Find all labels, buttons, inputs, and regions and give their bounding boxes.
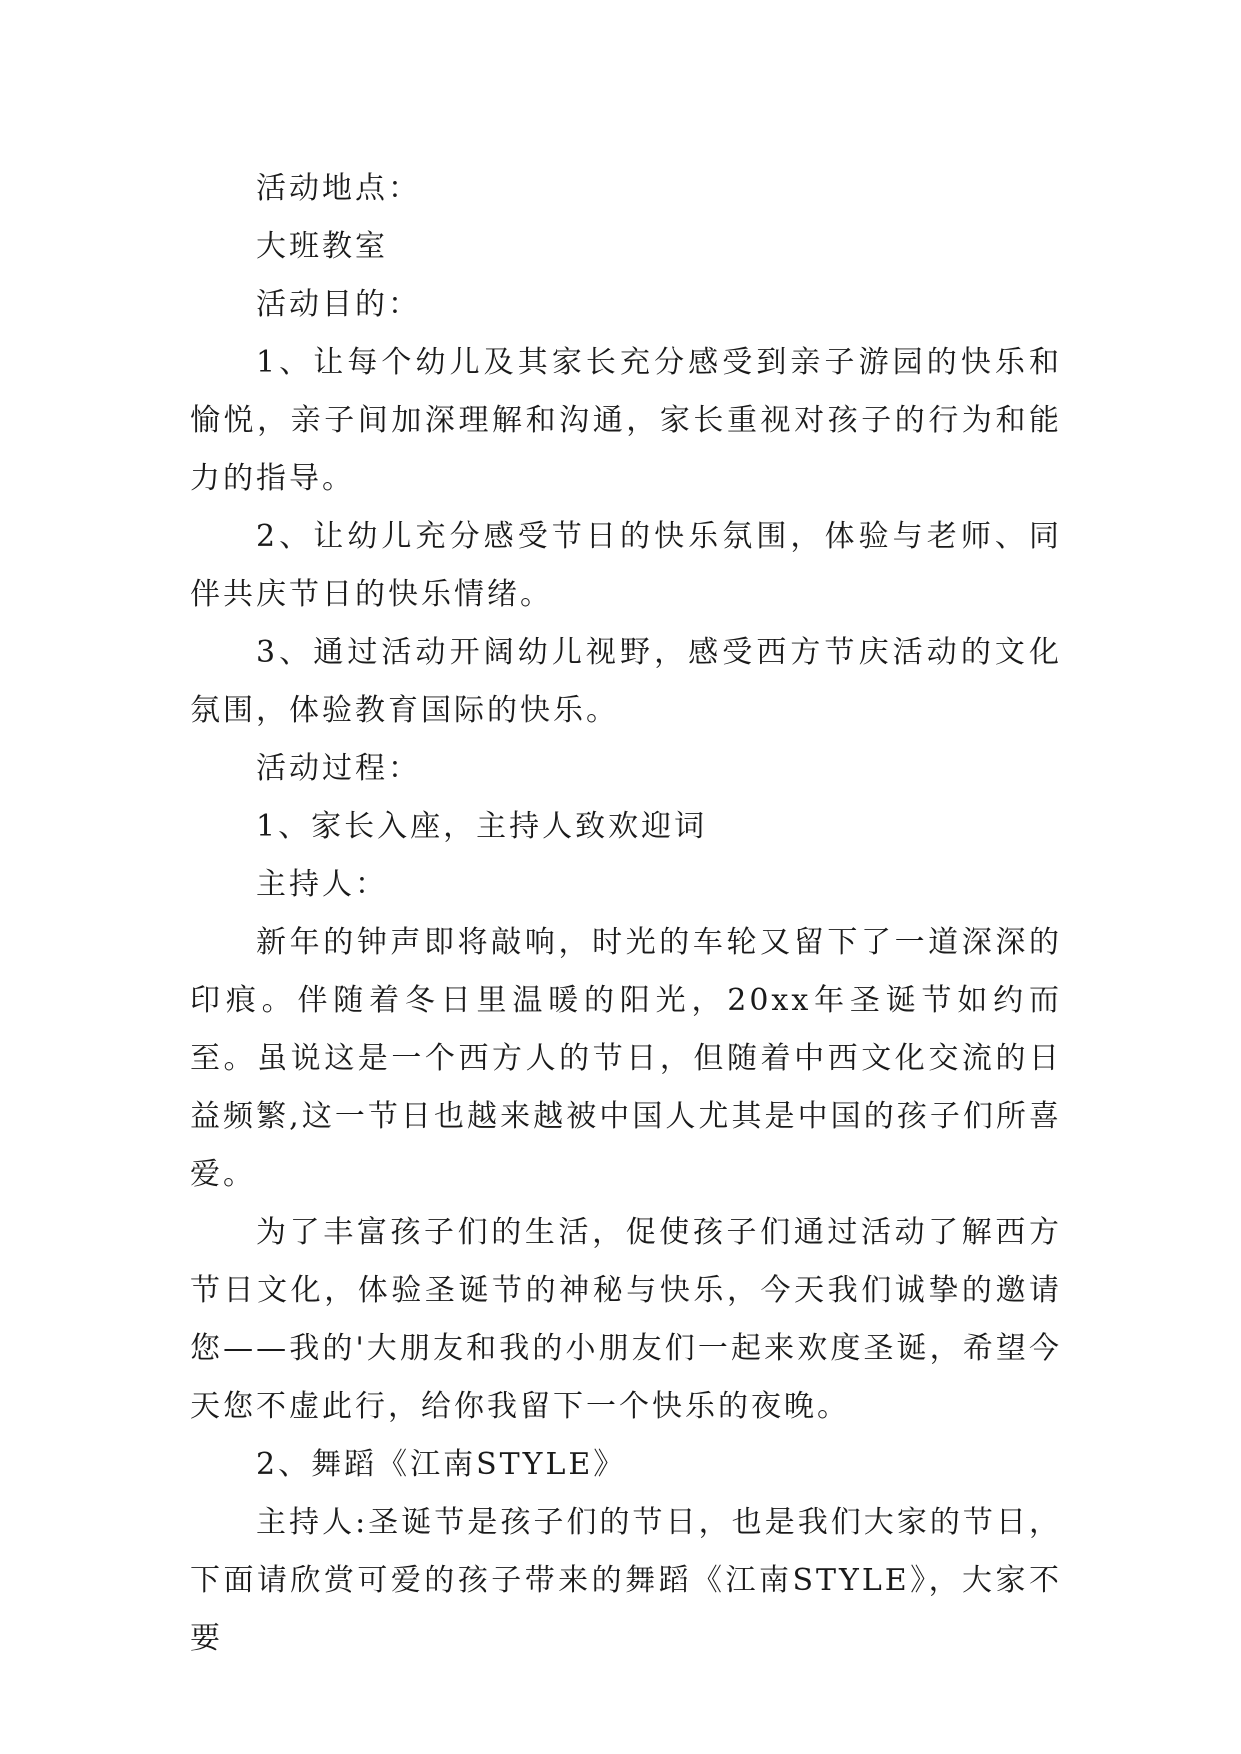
paragraph-host-speech-3: 主持人:圣诞节是孩子们的节日，也是我们大家的节日，下面请欣赏可爱的孩子带来的舞蹈《江南STYLE》，大家不要: [190, 1505, 1062, 1656]
paragraph-location-value: 大班教室: [256, 229, 388, 264]
paragraph-purpose-heading: 活动目的：: [256, 287, 421, 322]
paragraph-purpose-1: 1、让每个幼儿及其家长充分感受到亲子游园的快乐和愉悦，亲子间加深理解和沟通，家长重视对孩子的行为和能力的指导。: [190, 345, 1062, 496]
paragraph-process-step-1: 1、家长入座，主持人致欢迎词: [256, 809, 708, 844]
paragraph-host-speech-1: 新年的钟声即将敲响，时光的车轮又留下了一道深深的印痕。伴随着冬日里温暖的阳光，20xx年圣诞节如约而至。虽说这是一个西方人的节日，但随着中西文化交流的日益频繁,这一节日也越来越被中国人尤其是中国的孩子们所喜爱。: [190, 925, 1062, 1192]
document-body: [190, 160, 1062, 1668]
paragraph-process-step-2: 2、舞蹈《江南STYLE》: [256, 1447, 627, 1482]
paragraph-location-heading: 活动地点：: [256, 171, 421, 206]
paragraph-purpose-2: 2、让幼儿充分感受节日的快乐氛围，体验与老师、同伴共庆节日的快乐情绪。: [190, 519, 1062, 612]
paragraph-purpose-3: 3、通过活动开阔幼儿视野，感受西方节庆活动的文化氛围，体验教育国际的快乐。: [190, 635, 1062, 728]
paragraph-process-heading: 活动过程：: [256, 751, 421, 786]
paragraph-host-speech-2: 为了丰富孩子们的生活，促使孩子们通过活动了解西方节日文化，体验圣诞节的神秘与快乐，今天我们诚挚的邀请您——我的'大朋友和我的小朋友们一起来欢度圣诞，希望今天您不虚此行，给你我留下一个快乐的夜晚。: [190, 1215, 1062, 1424]
paragraph-host-label: 主持人：: [256, 867, 388, 902]
